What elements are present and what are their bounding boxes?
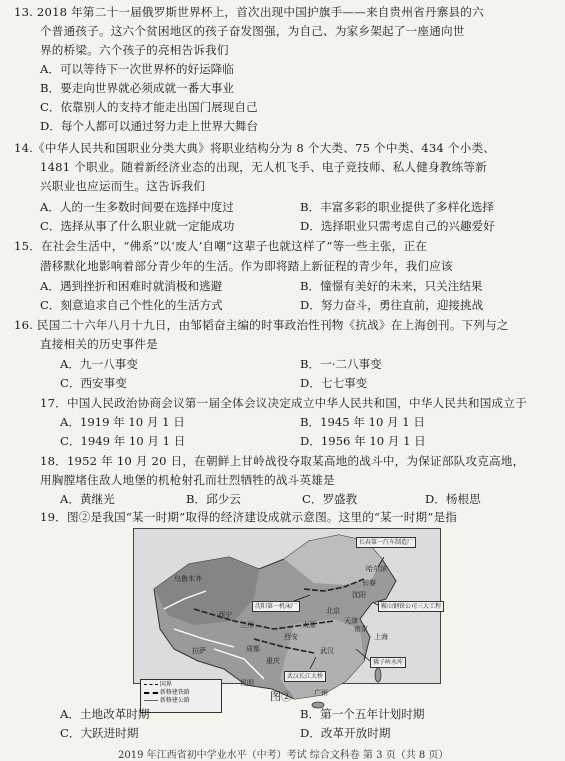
legend-item-road: 新修建公路	[144, 697, 218, 705]
page-footer: 2019 年江西省初中学业水平（中考）考试 综合文科卷 第 3 页（共 8 页）	[118, 750, 449, 761]
q19-stem-line-1: 19．图②是我国“某一时期”取得的经济建设成就示意图。这里的“某一时期”是指	[40, 510, 458, 524]
map-city-label: 乌鲁木齐	[174, 575, 202, 583]
map-city-label: 西安	[284, 633, 298, 641]
q15-option-b: B．憧憬有美好的未来，只关注结果	[300, 279, 483, 293]
map-city-label: 成都	[246, 645, 260, 653]
map-city-label: 武汉	[320, 647, 334, 655]
map-box-changchun-auto: 长春第一汽车制造厂	[356, 537, 416, 548]
q15-stem-line-2: 潜移默化地影响着部分青少年的生活。作为即将踏上新征程的青少年，我们应该	[40, 259, 453, 273]
map-city-label: 上海	[374, 633, 388, 641]
legend-item-border: 国界	[144, 681, 218, 689]
q16-option-b: B．一·二八事变	[300, 357, 382, 371]
map-city-label: 长春	[362, 579, 376, 587]
q19-option-b: B．第一个五年计划时期	[300, 707, 425, 721]
q19-option-c: C．大跃进时期	[60, 726, 139, 740]
map-city-label: 天津	[344, 617, 358, 625]
map-box-shenyang-machine: 沈阳第一机床厂	[252, 601, 300, 612]
q15-option-c: C．刻意追求自己个性化的生活方式	[40, 298, 223, 312]
q16-option-a: A．九一八事变	[60, 357, 138, 371]
q14-stem-line-1: 14.《中华人民共和国职业分类大典》将职业结构分为 8 个大类、75 个中类、434 个小类、	[14, 141, 496, 155]
map-city-label: 广州	[314, 689, 328, 697]
map-box-wuhan-bridge: 武汉长江大桥	[284, 671, 326, 682]
map-box-anshan-steel: 鞍山钢铁公司三大工程	[378, 601, 444, 612]
q13-option-d: D．每个人都可以通过努力走上世界大舞台	[40, 119, 258, 133]
q17-option-c: C．1949 年 10 月 1 日	[60, 434, 186, 448]
q14-option-d: D．选择职业只需考虑自己的兴趣爱好	[300, 219, 495, 233]
q18-stem-line-1: 18．1952 年 10 月 20 日，在朝鲜上甘岭战役夺取某高地的战斗中，为保证部队攻克高地，	[40, 454, 525, 468]
q14-option-b: B．丰富多彩的职业提供了多样化选择	[300, 200, 495, 214]
q17-stem-line-1: 17．中国人民政治协商会议第一届全体会议决定成立中华人民共和国，中华人民共和国成立于	[40, 396, 527, 410]
q17-option-a: A．1919 年 10 月 1 日	[60, 415, 185, 429]
q18-option-d: D．杨根思	[425, 492, 481, 506]
q15-option-d: D．努力奋斗，勇往直前，迎接挑战	[300, 298, 484, 312]
map-city-label: 西宁	[218, 611, 232, 619]
q13-stem-line-3: 界的桥梁。六个孩子的亮相告诉我们	[40, 43, 229, 57]
q19-option-d: D．改革开放时期	[300, 726, 391, 740]
map-city-label: 兰州	[240, 621, 254, 629]
map-city-label: 重庆	[266, 657, 280, 665]
q14-stem-line-2: 1481 个职业。随着新经济业态的出现，无人机飞手、电子竞技师、私人健身教练等新	[40, 160, 487, 174]
q17-option-d: D．1956 年 10 月 1 日	[300, 434, 426, 448]
q13-option-c: C．依靠别人的支持才能走出国门展现自己	[40, 100, 258, 114]
q13-option-a: A．可以等待下一次世界杯的好运降临	[40, 62, 234, 76]
q19-option-a: A．土地改革时期	[60, 707, 150, 721]
map-city-label: 拉萨	[192, 647, 206, 655]
q13-stem-line-2: 个普通孩子。这六个贫困地区的孩子奋发图强，为自己、为家乡架起了一座通向世	[40, 24, 465, 38]
q15-stem-line-1: 15．在社会生活中，“佛系”以‘废人’自嘲“这辈子也就这样了”等一些主张，正在	[14, 239, 428, 253]
map-legend	[140, 679, 222, 713]
q14-stem-line-3: 兴职业也应运而生。这告诉我们	[40, 179, 206, 193]
q16-option-d: D．七七事变	[300, 376, 368, 390]
q13-stem-line-1: 13. 2018 年第二十一届俄罗斯世界杯上，首次出现中国护旗手——来自贵州省丹寨县的六	[14, 5, 484, 19]
q14-option-c: C．选择从事了什么职业就一定能成功	[40, 219, 235, 233]
map-city-label: 哈尔滨	[366, 565, 387, 573]
q14-option-a: A．人的一生多数时间要在选择中度过	[40, 200, 234, 214]
q16-stem-line-2: 直接相关的历史事件是	[40, 337, 158, 351]
map-city-label: 太原	[302, 621, 316, 629]
map-box-foziling-reservoir: 佛子岭水库	[370, 657, 406, 668]
q17-option-b: B．1945 年 10 月 1 日	[300, 415, 425, 429]
q15-option-a: A．遇到挫折和困难时就消极和逃避	[40, 279, 223, 293]
q18-option-a: A．黄继光	[60, 492, 115, 506]
map-city-label: 沈阳	[352, 591, 366, 599]
q18-option-b: B．邱少云	[186, 492, 241, 506]
q13-option-b: B．要走向世界就必须成就一番大事业	[40, 81, 235, 95]
map-city-label: 北京	[326, 607, 340, 615]
map-city-label: 昆明	[240, 679, 254, 687]
q18-option-c: C．罗盛教	[302, 492, 358, 506]
map-city-label: 南京	[354, 625, 368, 633]
q16-stem-line-1: 16. 民国二十六年八月十九日，由邹韬奋主编的时事政治性刊物《抗战》在上海创刊。下列与之	[14, 318, 509, 332]
legend-item-railway: 新修建铁路	[144, 689, 218, 697]
q18-stem-line-2: 用胸膛堵住敌人地堡的机枪射孔而壮烈牺牲的战斗英雄是	[40, 473, 335, 487]
q16-option-c: C．西安事变	[60, 376, 127, 390]
figure-caption: 图②	[270, 690, 292, 703]
